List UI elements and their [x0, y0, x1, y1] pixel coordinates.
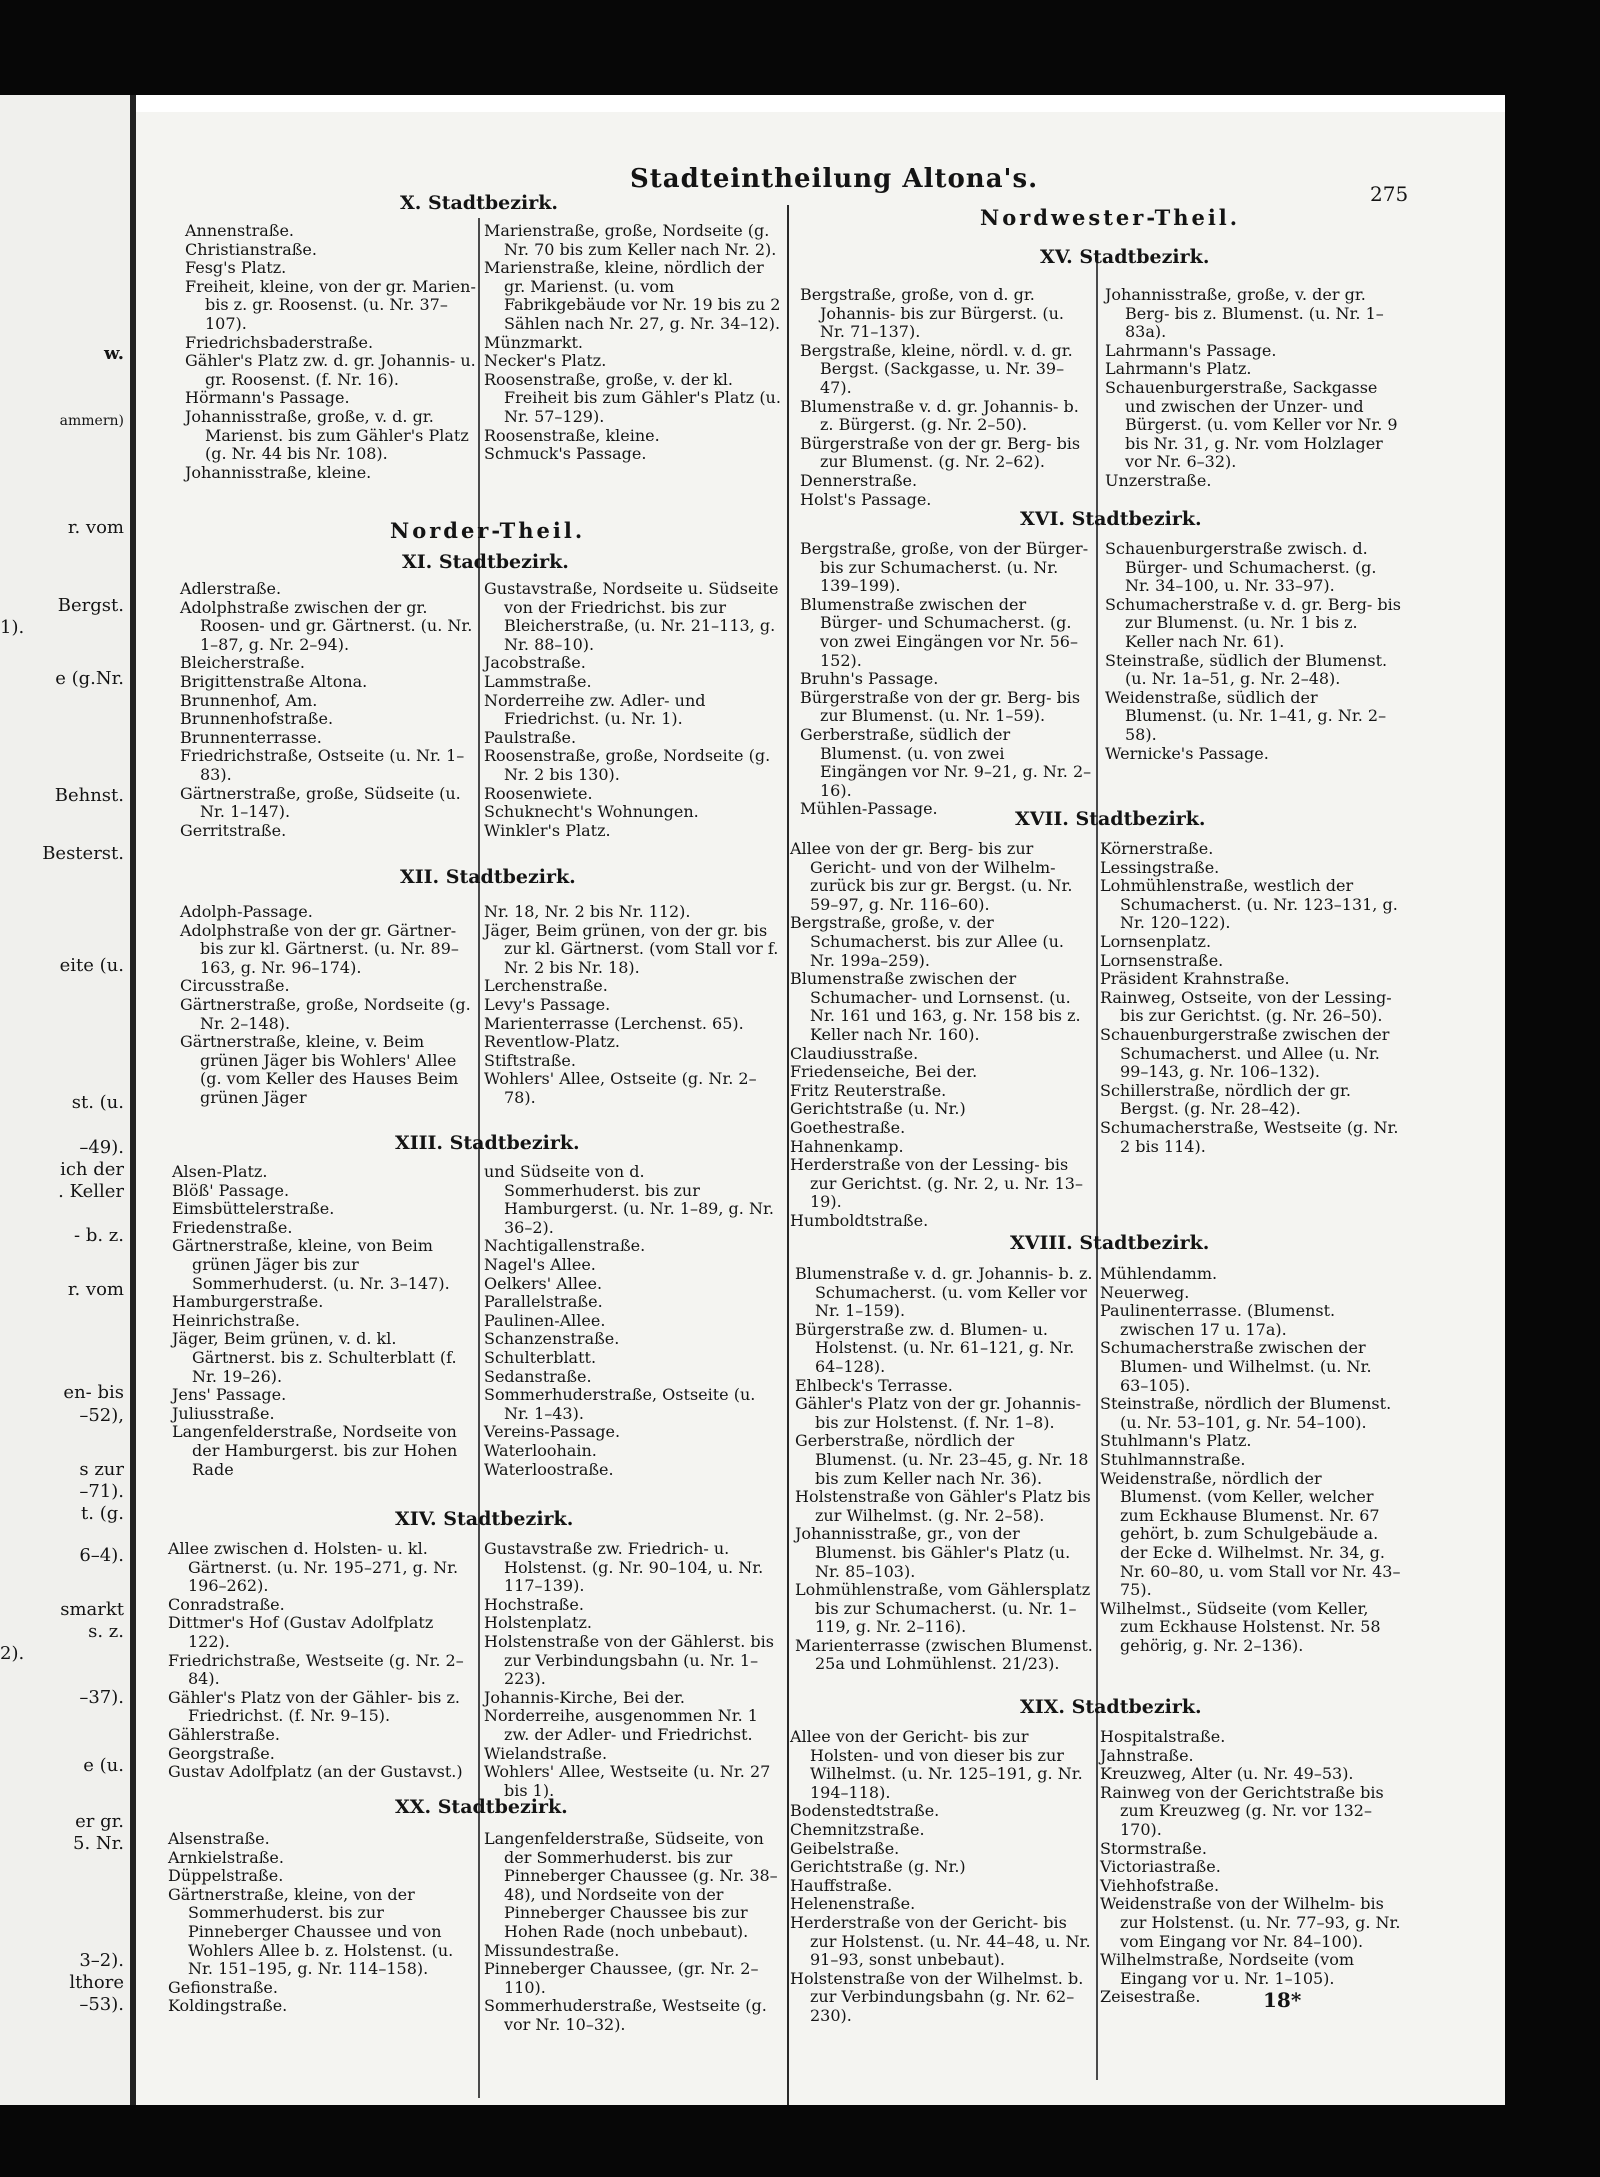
facing-page-fragment: st. (u. — [71, 1092, 124, 1113]
facing-page-edge — [0, 95, 136, 2105]
street-entry: Friedenseiche, Bei der. — [790, 1062, 978, 1082]
street-entry: Sommerhuderstraße, Westseite (g. vor Nr. 10–32). — [484, 1996, 767, 2034]
street-entry: Schmuck's Passage. — [484, 444, 647, 464]
street-entry: Schauenburgerstraße zwischen der Schumacherst. und Allee (u. Nr. 99–143, g. Nr. 106–132). — [1100, 1024, 1390, 1082]
street-entry: Blumenstraße v. d. gr. Johannis- b. z. Schumacherst. (u. vom Keller vor Nr. 1–159). — [795, 1264, 1093, 1321]
facing-page-fragment: ammern) — [59, 413, 124, 429]
street-entry: Blumenstraße zwischen der Bürger- und Schumacherst. (g. von zwei Eingängen vor Nr. 56–152). — [800, 594, 1078, 670]
street-entry: Bergstraße, große, von d. gr. Johannis- bis zur Bürgerst. (u. Nr. 71–137). — [800, 285, 1064, 342]
street-entry: Marienterrasse (zwischen Blumenst. 25a und Lohmühlenst. 21/23). — [795, 1635, 1093, 1674]
street-entry: Juliusstraße. — [172, 1403, 275, 1423]
street-entry: Johannisstraße, gr., von der Blumenst. bis Gähler's Platz (u. Nr. 85–103). — [795, 1524, 1071, 1581]
facing-page-fragment: –49). — [79, 1137, 124, 1158]
street-entry: Jahnstraße. — [1100, 1745, 1194, 1765]
street-entry: Langenfelderstraße, Südseite, von der Sommerhuderst. bis zur Pinneberger Chaussee (g. Nr. 38–48), und Nordseite von der Pinneberger Chaussee bis zur Hohen Rade (noch unbebaut). — [484, 1829, 778, 1941]
street-entry: Gähler's Platz von der Gähler- bis z. Friedrichst. (f. Nr. 9–15). — [168, 1687, 460, 1726]
facing-page-fragment: . Keller — [58, 1181, 124, 1202]
street-entry: Mühlendamm. — [1100, 1264, 1218, 1283]
street-entry: Hörmann's Passage. — [185, 388, 350, 408]
street-entry: Hahnenkamp. — [790, 1136, 904, 1156]
facing-page-fragment: –53). — [79, 1994, 124, 2015]
facing-page-fragment: lthore — [69, 1972, 124, 1993]
street-entry: Johannisstraße, große, v. d. gr. Marienst. bis zum Gähler's Platz (g. Nr. 44 bis Nr. 108). — [185, 406, 469, 464]
street-entry: Marienstraße, kleine, nördlich der gr. Marienst. (u. vom Fabrikgebäude vor Nr. 19 bis zu 2 Sählen nach Nr. 27, g. Nr. 34–12). — [484, 258, 781, 333]
street-entry: Jäger, Beim grünen, v. d. kl. Gärtnerst. bis z. Schulterblatt (f. Nr. 19–26). — [172, 1329, 457, 1386]
street-entry: Unzerstraße. — [1105, 470, 1212, 490]
section-xvi-right-list — [1105, 540, 1401, 763]
street-entry: Stuhlmann's Platz. — [1100, 1431, 1252, 1451]
street-entry: Gustav Adolfplatz (an der Gustavst.) — [168, 1762, 463, 1782]
section-xiv-right-list — [484, 1540, 784, 1800]
street-entry: Freiheit, kleine, von der gr. Marien- bis z. gr. Roosenst. (u. Nr. 37–107). — [185, 276, 476, 333]
facing-page-fragment: r. vom — [67, 517, 124, 538]
street-entry: Roosenwiete. — [484, 783, 593, 803]
street-entry: Goethestraße. — [790, 1117, 906, 1137]
facing-page-fragment: Bergst. — [57, 595, 124, 616]
street-entry: Reventlow-Platz. — [484, 1032, 620, 1052]
street-entry: Bruhn's Passage. — [800, 669, 939, 689]
facing-page-fragment: –71). — [79, 1481, 124, 1502]
street-entry: Circusstraße. — [180, 976, 290, 996]
street-entry: Stiftstraße. — [484, 1050, 576, 1070]
street-entry: Waterloostraße. — [484, 1459, 614, 1479]
section-xx-right-list — [484, 1830, 784, 2035]
street-entry: Pinneberger Chaussee, (gr. Nr. 2–110). — [484, 1959, 759, 1997]
street-entry: Hospitalstraße. — [1100, 1727, 1226, 1746]
street-entry: Blöß' Passage. — [172, 1180, 290, 1200]
facing-page-fragment: –37). — [79, 1687, 124, 1708]
street-entry: Lahrmann's Passage. — [1105, 340, 1277, 360]
section-heading-xviii: XVIII. Stadtbezirk. — [1010, 1232, 1210, 1254]
street-entry: Hamburgerstraße. — [172, 1292, 324, 1312]
facing-page-fragment: –52), — [79, 1405, 124, 1426]
facing-page-fragment: s. z. — [88, 1621, 124, 1642]
part-title-nordwester: Nordwester-Theil. — [980, 205, 1241, 230]
street-entry: Paulstraße. — [484, 727, 577, 747]
street-entry: Helenenstraße. — [790, 1894, 916, 1914]
street-entry: Blumenstraße zwischen der Schumacher- und Lornsenst. (u. Nr. 161 und 163, g. Nr. 158 bis z. Keller nach Nr. 160). — [790, 969, 1081, 1044]
street-entry: Adlerstraße. — [180, 579, 282, 598]
section-xvii-left-list — [790, 840, 1093, 1230]
scan-background-right — [1505, 95, 1600, 2105]
street-entry: Parallelstraße. — [484, 1292, 603, 1312]
street-entry: Schuknecht's Wohnungen. — [484, 802, 699, 822]
column-divider-right — [1096, 260, 1098, 2080]
street-entry: Gählerstraße. — [168, 1724, 280, 1744]
street-entry: Marienterrasse (Lerchenst. 65). — [484, 1013, 744, 1033]
section-heading-xi: XI. Stadtbezirk. — [402, 551, 569, 573]
street-entry: Jäger, Beim grünen, von der gr. bis zur kl. Gärtnerst. (vom Stall vor f. Nr. 2 bis Nr. 18). — [484, 920, 779, 977]
street-entry: Zeisestraße. — [1100, 1987, 1201, 2007]
street-entry: Gärtnerstraße, kleine, von Beim grünen Jäger bis zur Sommerhuderst. (u. Nr. 3–147). — [172, 1236, 450, 1293]
section-xii-left-list — [180, 903, 477, 1108]
street-entry: Hochstraße. — [484, 1594, 584, 1614]
street-entry: Präsident Krahnstraße. — [1100, 969, 1290, 989]
facing-page-fragment: r. vom — [67, 1279, 124, 1300]
street-entry: Paulinenterrasse. (Blumenst. zwischen 17 u. 17a). — [1100, 1301, 1336, 1339]
street-entry: Münzmarkt. — [484, 332, 583, 352]
facing-page-fragment: e (g.Nr. — [55, 668, 124, 689]
facing-page-fragment: 3–2). — [79, 1950, 124, 1971]
column-divider-center — [787, 205, 789, 2105]
street-entry: Gärtnerstraße, kleine, von der Sommerhuderst. bis zur Pinneberger Chaussee und von Wohlers Allee b. z. Holstenst. (u. Nr. 151–195, g. Nr. 114–158). — [168, 1884, 454, 1979]
street-entry: Marienstraße, große, Nordseite (g. Nr. 70 bis zum Keller nach Nr. 2). — [484, 221, 777, 259]
street-entry: Fritz Reuterstraße. — [790, 1080, 947, 1100]
facing-page-fragment: er gr. — [75, 1811, 124, 1832]
street-entry: Brunnenterrasse. — [180, 727, 322, 747]
section-xvii-right-list — [1100, 840, 1401, 1156]
street-entry: Bergstraße, große, von der Bürger- bis zur Schumacherst. (u. Nr. 139–199). — [800, 539, 1089, 596]
section-x-right-list — [484, 222, 784, 464]
street-entry: Rainweg von der Gerichtstraße bis zum Kreuzweg (g. Nr. vor 132–170). — [1100, 1782, 1384, 1839]
section-heading-xiv: XIV. Stadtbezirk. — [395, 1508, 574, 1530]
street-entry: Friedrichstraße, Westseite (g. Nr. 2–84). — [168, 1650, 464, 1689]
street-entry: Lerchenstraße. — [484, 976, 608, 996]
facing-page-fragment: t. (g. — [81, 1503, 124, 1524]
section-heading-x: X. Stadtbezirk. — [400, 192, 559, 214]
section-xi-right-list — [484, 580, 784, 840]
street-entry: Conradstraße. — [168, 1594, 285, 1614]
street-entry: Gerichtstraße (u. Nr.) — [790, 1099, 966, 1119]
street-entry: Allee zwischen d. Holsten- u. kl. Gärtnerst. (u. Nr. 195–271, g. Nr. 196–262). — [168, 1539, 459, 1596]
street-entry: Rainweg, Ostseite, von der Lessing- bis zur Gerichtst. (g. Nr. 26–50). — [1100, 987, 1392, 1026]
street-entry: Schauenburgerstraße zwisch. d. Bürger- und Schumacherst. (g. Nr. 34–100, u. Nr. 33–97). — [1105, 539, 1377, 596]
street-entry: Jens' Passage. — [172, 1385, 287, 1405]
street-entry: Johannisstraße, große, v. der gr. Berg- bis z. Blumenst. (u. Nr. 1–83a). — [1105, 285, 1384, 342]
street-entry: Bürgerstraße von der gr. Berg- bis zur Blumenst. (u. Nr. 1–59). — [800, 687, 1081, 726]
street-entry: Johannis-Kirche, Bei der. — [484, 1687, 685, 1707]
street-entry: Holstenstraße von Gähler's Platz bis zur Wilhelmst. (g. Nr. 2–58). — [795, 1487, 1091, 1525]
facing-page-fragment: s zur — [79, 1459, 124, 1480]
street-entry: Wilhelmstraße, Nordseite (vom Eingang vor u. Nr. 1–105). — [1100, 1950, 1355, 1988]
street-entry: Gähler's Platz zw. d. gr. Johannis- u. gr. Roosenst. (f. Nr. 16). — [185, 351, 476, 389]
street-entry: Gähler's Platz von der gr. Johannis- bis zur Holstenst. (f. Nr. 1–8). — [795, 1394, 1081, 1432]
street-entry: Neuerweg. — [1100, 1282, 1190, 1302]
facing-page-fragment: - b. z. — [74, 1225, 124, 1246]
street-entry: Weidenstraße, südlich der Blumenst. (u. Nr. 1–41, g. Nr. 2–58). — [1105, 687, 1387, 744]
section-xv-left-list — [800, 286, 1093, 509]
street-entry: Lohmühlenstraße, vom Gählersplatz bis zur Schumacherst. (u. Nr. 1–119, g. Nr. 2–116). — [795, 1580, 1091, 1637]
street-entry: Schillerstraße, nördlich der gr. Bergst. (g. Nr. 28–42). — [1100, 1080, 1351, 1119]
street-entry: Bürgerstraße zw. d. Blumen- u. Holstenst. (u. Nr. 61–121, g. Nr. 64–128). — [795, 1319, 1075, 1376]
street-entry: Herderstraße von der Lessing- bis zur Gerichtst. (g. Nr. 2, u. Nr. 13–19). — [790, 1155, 1083, 1212]
facing-page-fragment: Behnst. — [54, 785, 124, 806]
street-entry: Schauenburgerstraße, Sackgasse und zwischen der Unzer- und Bürgerst. (u. vom Keller vor Nr. 9 bis Nr. 31, g. Nr. vom Holzlager vor Nr. 6–32). — [1105, 377, 1398, 472]
street-entry: Stuhlmannstraße. — [1100, 1449, 1246, 1469]
street-entry: Stormstraße. — [1100, 1838, 1207, 1858]
facing-page-fragment: smarkt — [60, 1599, 124, 1620]
street-entry: Holstenstraße von der Gählerst. bis zur Verbindungsbahn (u. Nr. 1–223). — [484, 1631, 774, 1689]
street-entry: Friedrichsbaderstraße. — [185, 332, 374, 352]
section-xiii-right-list — [484, 1163, 784, 1479]
section-heading-xv: XV. Stadtbezirk. — [1040, 246, 1210, 268]
street-entry: Norderreihe zw. Adler- und Friedrichst. (u. Nr. 1). — [484, 690, 706, 729]
section-xv-right-list — [1105, 286, 1401, 491]
street-entry: Herderstraße von der Gericht- bis zur Holstenst. (u. Nr. 44–48, u. Nr. 91–93, sonst unbebaut). — [790, 1912, 1091, 1970]
facing-page-fragment: w. — [104, 343, 124, 364]
street-entry: Lornsenstraße. — [1100, 950, 1224, 970]
street-entry: Schumacherstraße, Westseite (g. Nr. 2 bis 114). — [1100, 1117, 1399, 1156]
street-entry: Bergstraße, große, v. der Schumacherst. bis zur Allee (u. Nr. 199a–259). — [790, 913, 1065, 970]
street-entry: Gerichtstraße (g. Nr.) — [790, 1857, 966, 1877]
street-entry: Wernicke's Passage. — [1105, 743, 1269, 763]
street-entry: Lahrmann's Platz. — [1105, 359, 1252, 379]
street-entry: Körnerstraße. — [1100, 839, 1214, 858]
section-xi-left-list — [180, 580, 477, 840]
facing-page-fragment: 5. Nr. — [73, 1833, 124, 1854]
street-entry: Holstenstraße von der Wilhelmst. b. zur Verbindungsbahn (g. Nr. 62–230). — [790, 1968, 1084, 2025]
street-entry: Geibelstraße. — [790, 1838, 900, 1858]
street-entry: Gerberstraße, nördlich der Blumenst. (u. Nr. 23–45, g. Nr. 18 bis zum Keller nach Nr. 36). — [795, 1431, 1089, 1488]
facing-page-fragment: 2). — [0, 1643, 25, 1664]
street-entry: Friedrichstraße, Ostseite (u. Nr. 1–83). — [180, 746, 465, 784]
section-heading-xvii: XVII. Stadtbezirk. — [1015, 808, 1206, 830]
street-entry: Paulinen-Allee. — [484, 1310, 606, 1330]
section-xii-right-list — [484, 903, 784, 1108]
street-entry: Lammstraße. — [484, 671, 592, 691]
signature-mark: 18* — [1263, 1988, 1302, 2012]
street-entry: Johannisstraße, kleine. — [185, 462, 372, 482]
street-entry: Allee von der gr. Berg- bis zur Gericht- und von der Wilhelm- zurück bis zur gr. Bergst. (u. Nr. 59–97, g. Nr. 116–60). — [790, 839, 1073, 914]
facing-page-fragment: 6–4). — [79, 1545, 124, 1566]
section-x-left-list — [185, 222, 477, 482]
street-entry: Bodenstedtstraße. — [790, 1801, 940, 1821]
street-entry: Levy's Passage. — [484, 994, 611, 1014]
street-entry: Weidenstraße von der Wilhelm- bis zur Holstenst. (u. Nr. 77–93, g. Nr. vom Eingang vor Nr. 84–100). — [1100, 1894, 1401, 1951]
street-entry: Alsen-Platz. — [172, 1162, 268, 1181]
page-number: 275 — [1370, 182, 1409, 206]
section-xviii-left-list — [795, 1265, 1093, 1674]
street-entry: Gärtnerstraße, große, Nordseite (g. Nr. 2–148). — [180, 994, 471, 1033]
street-entry: Holstenplatz. — [484, 1613, 592, 1633]
street-entry: Schulterblatt. — [484, 1347, 597, 1367]
street-entry: Annenstraße. — [185, 221, 295, 240]
street-entry: Weidenstraße, nördlich der Blumenst. (vom Keller, welcher zum Eckhause Blumenst. Nr. 67 gehört, b. zum Schulgebäude a. der Ecke d. Wilhelmst. Nr. 34, g. Nr. 60–80, u. vom Stall vor Nr. 43–75). — [1100, 1468, 1401, 1600]
street-entry: Schumacherstraße v. d. gr. Berg- bis zur Blumenst. (u. Nr. 1 bis z. Keller nach Nr. 61). — [1105, 594, 1401, 651]
street-entry: Necker's Platz. — [484, 351, 607, 371]
street-entry: Kreuzweg, Alter (u. Nr. 49–53). — [1100, 1764, 1354, 1784]
section-xiv-left-list — [168, 1540, 477, 1782]
page-title: Stadteintheilung Altona's. — [630, 164, 1039, 194]
street-entry: Arnkielstraße. — [168, 1847, 284, 1867]
scan-background-top — [0, 0, 1600, 95]
street-entry: Heinrichstraße. — [172, 1310, 300, 1330]
street-entry: Viehhofstraße. — [1100, 1875, 1220, 1895]
section-xiii-left-list — [172, 1163, 477, 1479]
street-entry: Christianstraße. — [185, 239, 317, 259]
street-entry: Gustavstraße zw. Friedrich- u. Holstenst. (g. Nr. 90–104, u. Nr. 117–139). — [484, 1539, 764, 1596]
street-entry: Gustavstraße, Nordseite u. Südseite von der Friedrichst. bis zur Bleicherstraße, (u. Nr. 21–113, g. Nr. 88–10). — [484, 579, 779, 654]
street-entry: Nagel's Allee. — [484, 1254, 596, 1274]
street-entry: Blumenstraße v. d. gr. Johannis- b. z. Bürgerst. (g. Nr. 2–50). — [800, 396, 1079, 435]
street-entry: Nachtigallenstraße. — [484, 1236, 646, 1256]
street-entry: Adolphstraße von der gr. Gärtner- bis zur kl. Gärtnerst. (u. Nr. 89–163, g. Nr. 96–174). — [180, 920, 459, 977]
street-entry: Chemnitzstraße. — [790, 1819, 925, 1839]
street-entry: Sommerhuderstraße, Ostseite (u. Nr. 1–43). — [484, 1385, 756, 1423]
street-entry: Bergstraße, kleine, nördl. v. d. gr. Bergst. (Sackgasse, u. Nr. 39–47). — [800, 340, 1073, 397]
street-entry: Gärtnerstraße, große, Südseite (u. Nr. 1–147). — [180, 783, 461, 822]
street-entry: Bleicherstraße. — [180, 653, 305, 673]
street-entry: Sedanstraße. — [484, 1366, 592, 1386]
section-heading-xii: XII. Stadtbezirk. — [400, 866, 576, 888]
street-entry: Georgstraße. — [168, 1743, 275, 1763]
facing-page-fragment: 1). — [0, 617, 25, 638]
facing-page-fragment: Besterst. — [42, 843, 124, 864]
street-entry: Dennerstraße. — [800, 470, 918, 490]
street-entry: Humboldtstraße. — [790, 1210, 929, 1230]
street-entry: Gärtnerstraße, kleine, v. Beim grünen Jäger bis Wohlers' Allee (g. vom Keller des Hauses Beim grünen Jäger — [180, 1032, 459, 1107]
street-entry: Gefionstraße. — [168, 1977, 278, 1997]
street-entry: Waterloohain. — [484, 1440, 597, 1460]
street-entry: Friedenstraße. — [172, 1217, 293, 1237]
facing-page-fragment: eite (u. — [59, 955, 124, 976]
street-entry: Brigittenstraße Altona. — [180, 671, 368, 691]
street-entry: Eimsbüttelerstraße. — [172, 1199, 335, 1219]
street-entry: Wilhelmst., Südseite (vom Keller, zum Eckhause Holstenst. Nr. 58 gehörig, g. Nr. 2–136). — [1100, 1598, 1381, 1655]
street-entry: Lohmühlenstraße, westlich der Schumacherst. (u. Nr. 123–131, g. Nr. 120–122). — [1100, 876, 1398, 933]
street-entry: Lessingstraße. — [1100, 857, 1220, 877]
street-entry: Steinstraße, nördlich der Blumenst. (u. Nr. 53–101, g. Nr. 54–100). — [1100, 1394, 1392, 1432]
street-entry: Winkler's Platz. — [484, 820, 611, 840]
section-heading-xix: XIX. Stadtbezirk. — [1020, 1696, 1202, 1718]
section-xix-left-list — [790, 1728, 1093, 2026]
street-entry: Gerritstraße. — [180, 820, 287, 840]
street-entry: Gerberstraße, südlich der Blumenst. (u. von zwei Eingängen vor Nr. 9–21, g. Nr. 2–16). — [800, 724, 1092, 800]
street-entry: Ehlbeck's Terrasse. — [795, 1375, 953, 1395]
street-entry: Alsenstraße. — [168, 1829, 270, 1848]
section-xix-right-list — [1100, 1728, 1401, 2007]
facing-page-fragment: ich der — [60, 1159, 124, 1180]
street-entry: Jacobstraße. — [484, 653, 586, 673]
section-xviii-right-list — [1100, 1265, 1401, 1655]
street-entry: Roosenstraße, kleine. — [484, 425, 660, 445]
part-title-norder: Norder-Theil. — [390, 518, 586, 543]
street-entry: und Südseite von d. Sommerhuderst. bis zur Hamburgerst. (u. Nr. 1–89, g. Nr. 36–2). — [484, 1162, 774, 1237]
street-entry: Wielandstraße. — [484, 1743, 608, 1763]
street-entry: Adolphstraße zwischen der gr. Roosen- und gr. Gärtnerst. (u. Nr. 1–87, g. Nr. 2–94). — [180, 597, 473, 654]
street-entry: Brunnenhof, Am. — [180, 690, 318, 710]
street-entry: Roosenstraße, große, Nordseite (g. Nr. 2 bis 130). — [484, 746, 771, 784]
street-entry: Brunnenhofstraße. — [180, 709, 334, 729]
street-entry: Allee von der Gericht- bis zur Holsten- und von dieser bis zur Wilhelmst. (u. Nr. 125–191, g. Nr. 194–118). — [790, 1727, 1083, 1802]
street-entry: Missundestraße. — [484, 1940, 620, 1960]
street-entry: Roosenstraße, große, v. der kl. Freiheit bis zum Gähler's Platz (u. Nr. 57–129). — [484, 369, 781, 426]
section-xx-left-list — [168, 1830, 477, 2016]
street-entry: Holst's Passage. — [800, 489, 932, 509]
street-entry: Fesg's Platz. — [185, 258, 287, 278]
street-entry: Claudiusstraße. — [790, 1043, 919, 1063]
street-entry: Hauffstraße. — [790, 1875, 893, 1895]
street-entry: Bürgerstraße von der gr. Berg- bis zur Blumenst. (g. Nr. 2–62). — [800, 433, 1081, 472]
facing-page-fragment: e (u. — [83, 1755, 124, 1776]
street-entry: Düppelstraße. — [168, 1866, 284, 1886]
street-entry: Dittmer's Hof (Gustav Adolfplatz 122). — [168, 1613, 434, 1651]
street-entry: Mühlen-Passage. — [800, 799, 938, 819]
street-entry: Norderreihe, ausgenommen Nr. 1 zw. der Adler- und Friedrichst. — [484, 1706, 758, 1744]
street-entry: Vereins-Passage. — [484, 1422, 621, 1442]
section-heading-xiii: XIII. Stadtbezirk. — [395, 1132, 580, 1154]
street-entry: Steinstraße, südlich der Blumenst. (u. Nr. 1a–51, g. Nr. 2–48). — [1105, 650, 1388, 689]
street-entry: Langenfelderstraße, Nordseite von der Hamburgerst. bis zur Hohen Rade — [172, 1422, 458, 1479]
facing-page-fragment: en- bis — [63, 1382, 124, 1403]
street-entry: Wohlers' Allee, Ostseite (g. Nr. 2–78). — [484, 1069, 757, 1107]
section-xvi-left-list — [800, 540, 1093, 819]
street-entry: Victoriastraße. — [1100, 1857, 1221, 1877]
street-entry: Lornsenplatz. — [1100, 931, 1212, 951]
section-heading-xx: XX. Stadtbezirk. — [395, 1796, 568, 1818]
street-entry: Nr. 18, Nr. 2 bis Nr. 112). — [484, 902, 691, 921]
street-entry: Wohlers' Allee, Westseite (u. Nr. 27 bis 1). — [484, 1762, 771, 1800]
street-entry: Schanzenstraße. — [484, 1329, 620, 1349]
street-entry: Oelkers' Allee. — [484, 1273, 603, 1293]
street-entry: Schumacherstraße zwischen der Blumen- und Wilhelmst. (u. Nr. 63–105). — [1100, 1338, 1372, 1395]
section-heading-xvi: XVI. Stadtbezirk. — [1020, 508, 1202, 530]
street-entry: Koldingstraße. — [168, 1996, 288, 2016]
scan-background-bottom — [0, 2105, 1600, 2177]
street-entry: Adolph-Passage. — [180, 902, 313, 921]
